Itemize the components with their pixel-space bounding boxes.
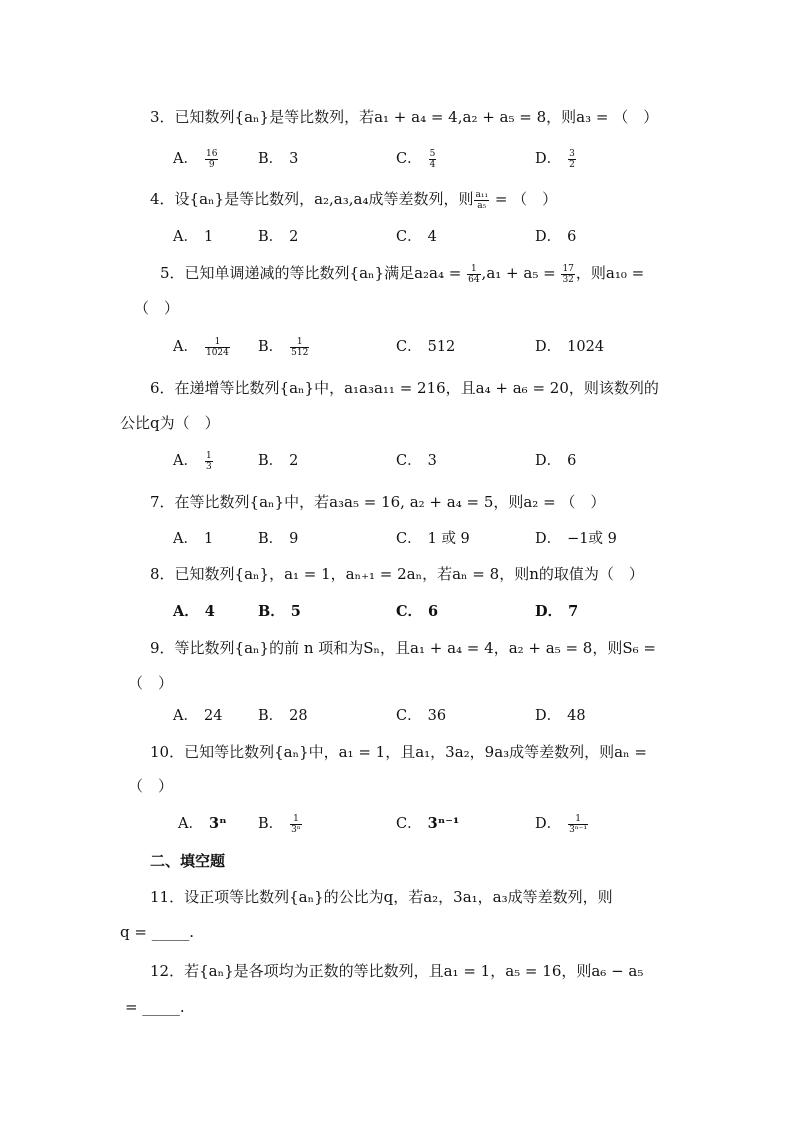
question-9-option-c: C． 36 <box>396 708 447 724</box>
question-3-option-c: C． $\frac{5}{4}$ <box>396 148 436 170</box>
question-6-option-a: A． $\frac{1}{3}$ <box>173 450 212 472</box>
fraction: $\frac{16}{9}$ <box>205 148 218 170</box>
question-3-option-a: A． $\frac{16}{9}$ <box>173 148 218 170</box>
question-5-option-c: C． 512 <box>396 339 456 355</box>
section-title: 二、填空题 <box>150 852 226 870</box>
question-6-stem: 6．在递增等比数列{aₙ}中，a₁a₃a₁₁ = 216，且a₄ + a₆ = 20，则该数列的 <box>150 379 659 397</box>
question-5-option-a: A． $\frac{1}{1024}$ <box>173 336 229 358</box>
question-9-continuation: （ ） <box>128 674 174 692</box>
question-5-continuation: （ ） <box>134 299 180 317</box>
question-8-stem: 8．已知数列{aₙ}，a₁ = 1，aₙ₊₁ = 2aₙ，若aₙ = 8，则n的取值为（ ） <box>150 565 644 583</box>
question-4-stem: 4．设{aₙ}是等比数列，a₂,a₃,a₄成等差数列，则 $\frac{\text{a₁₁}}{\text{a₅}}$ = （ ） <box>150 189 558 211</box>
question-9-stem: 9．等比数列{aₙ}的前 n 项和为Sₙ，且a₁ + a₄ = 4，a₂ + a₅ = 8，则S₆ = <box>150 639 656 657</box>
question-5-option-b: B． $\frac{1}{512}$ <box>258 336 309 358</box>
question-10-stem: 10．已知等比数列{aₙ}中，a₁ = 1，且a₁，3a₂，9a₃成等差数列，则aₙ = <box>150 743 647 761</box>
question-3-stem: 3．已知数列{aₙ}是等比数列，若a₁ + a₄ = 4,a₂ + a₅ = 8，则a₃ = （ ） <box>150 108 659 126</box>
question-6-option-b: B． 2 <box>258 453 299 469</box>
question-7-option-b: B． 9 <box>258 531 299 547</box>
question-12-answer-line: = _____. <box>125 998 185 1016</box>
question-4-option-b: B． 2 <box>258 229 299 245</box>
question-7-option-a: A． 1 <box>173 531 214 547</box>
question-7-option-d: D． −1或 9 <box>535 531 617 547</box>
question-6-option-c: C． 3 <box>396 453 437 469</box>
question-5-stem: 5．已知单调递减的等比数列{aₙ}满足a₂a₄ = $\frac{1}{64}$ ,a₁ + a₅ = $\frac{17}{32}$ ，则a₁₀ = <box>160 263 645 285</box>
question-10-option-c: C． 3ⁿ⁻¹ <box>396 815 460 832</box>
question-10-continuation: （ ） <box>128 777 174 795</box>
question-8-option-a: A． 4 <box>173 603 215 620</box>
question-3-option-d: D． $\frac{3}{2}$ <box>535 148 575 170</box>
question-9-option-a: A． 24 <box>173 708 223 724</box>
question-7-option-c: C． 1 或 9 <box>396 531 470 547</box>
question-10-option-b: B． $\frac{1}{\text{3ⁿ}}$ <box>258 813 301 835</box>
question-8-option-c: C． 6 <box>396 603 439 620</box>
question-9-option-b: B． 28 <box>258 708 308 724</box>
question-10-option-d: D． $\frac{1}{\text{3ⁿ⁻¹}}$ <box>535 813 588 835</box>
question-10-option-a: A． 3ⁿ <box>178 815 227 832</box>
question-3-option-b: B． 3 <box>258 151 299 167</box>
question-4-option-c: C． 4 <box>396 229 437 245</box>
question-5-option-d: D． 1024 <box>535 339 605 355</box>
question-7-stem: 7．在等比数列{aₙ}中，若a₃a₅ = 16, a₂ + a₄ = 5，则a₂ = （ ） <box>150 493 606 511</box>
question-4-option-a: A． 1 <box>173 229 214 245</box>
question-6-option-d: D． 6 <box>535 453 577 469</box>
question-8-option-d: D． 7 <box>535 603 579 620</box>
question-11-answer-line: q = _____. <box>120 923 194 941</box>
question-9-option-d: D． 48 <box>535 708 586 724</box>
question-11-stem: 11．设正项等比数列{aₙ}的公比为q，若a₂，3a₁，a₃成等差数列，则 <box>150 888 613 906</box>
question-6-continuation: 公比q为（ ） <box>120 414 220 432</box>
question-8-option-b: B． 5 <box>258 603 301 620</box>
question-12-stem: 12．若{aₙ}是各项均为正数的等比数列，且a₁ = 1，a₅ = 16，则a₆ − a₅ <box>150 962 644 980</box>
question-4-option-d: D． 6 <box>535 229 577 245</box>
